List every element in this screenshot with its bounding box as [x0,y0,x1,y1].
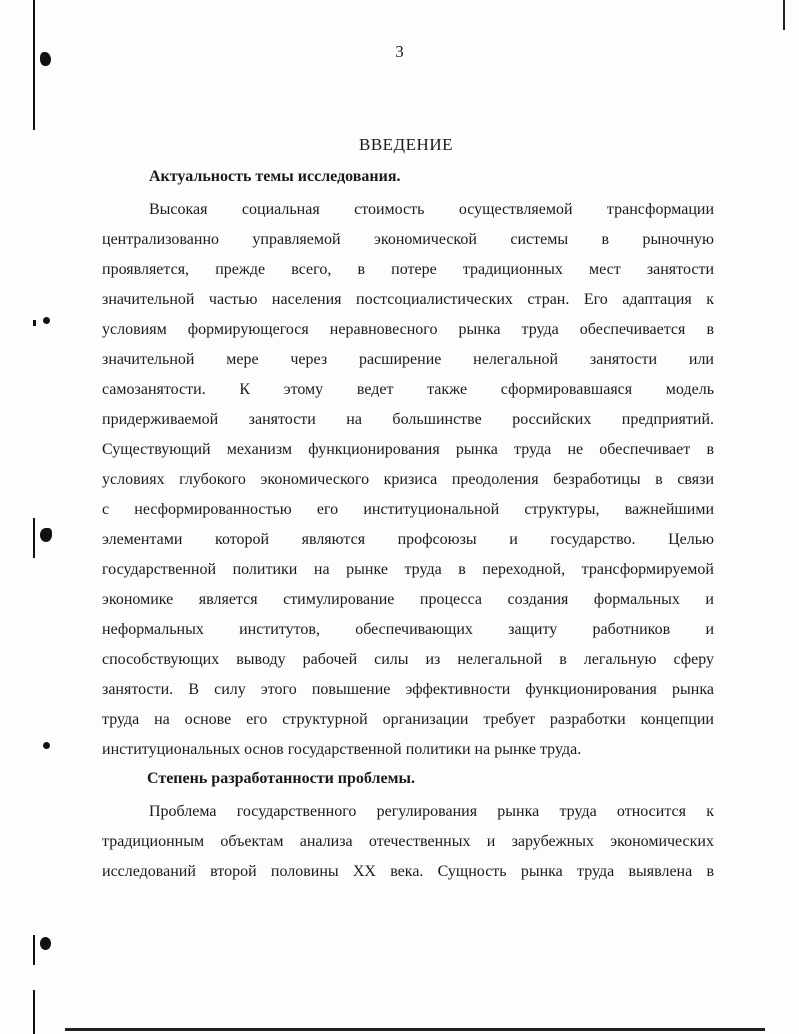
text-line: Проблема государственного регулирования рынка труда относится к [149,803,714,820]
scan-margin-line [33,320,36,326]
page-title: ВВЕДЕНИЕ [359,135,453,154]
binding-hole-mark [43,317,50,324]
text-line: условиях глубокого экономического кризиса преодоления безработицы в связи [102,471,714,488]
text-line: централизованно управляемой экономической системы в рыночную [102,231,714,248]
paragraph-relevance [102,195,714,765]
scan-bottom-edge [65,1028,765,1031]
text-line: традиционным объектам анализа отечественных и зарубежных экономических [102,833,714,850]
text-line: исследований второй половины XX века. Сущность рынка труда выявлена в [102,863,714,880]
scan-margin-line [33,0,35,130]
text-line: Высокая социальная стоимость осуществляемой трансформации [149,201,714,218]
text-line: способствующих выводу рабочей силы из нелегальной в легальную сферу [102,651,714,668]
text-line: с несформированностью его институциональной структуры, важнейшими [102,501,714,518]
scan-margin-line [33,990,35,1034]
text-line: Существующий механизм функционирования рынка труда не обеспечивает в [102,441,714,458]
text-line: значительной частью населения постсоциалистических стран. Его адаптация к [102,291,714,308]
page-number: 3 [395,42,404,61]
binding-hole-mark [43,742,50,749]
text-line: элементами которой являются профсоюзы и государство. Целью [102,531,714,548]
text-line: труда на основе его структурной организации требует разработки концепции [102,711,714,728]
text-line: занятости. В силу этого повышение эффективности функционирования рынка [102,681,714,698]
text-line: значительной мере через расширение нелегальной занятости или [102,351,714,368]
section-title-development: Степень разработанности проблемы. [147,770,415,787]
text-line: институциональных основ государственной политики на рынке труда. [102,741,582,758]
section-title-relevance: Актуальность темы исследования. [149,168,401,185]
scan-margin-line [33,518,35,558]
text-line: придерживаемой занятости на большинстве российских предприятий. [102,411,714,428]
text-line: государственной политики на рынке труда в переходной, трансформируемой [102,561,714,578]
text-line: проявляется, прежде всего, в потере традиционных мест занятости [102,261,714,278]
binding-hole-mark [40,937,51,950]
text-line: самозанятости. К этому ведет также сформировавшаяся модель [102,381,714,398]
scan-margin-line [33,935,35,965]
text-line: неформальных институтов, обеспечивающих защиту работников и [102,621,714,638]
scan-edge-mark [783,0,785,30]
text-line: условиям формирующегося неравновесного рынка труда обеспечивается в [102,321,714,338]
paragraph-development [102,797,714,887]
binding-hole-mark [40,528,52,542]
text-line: экономике является стимулирование процесса создания формальных и [102,591,714,608]
